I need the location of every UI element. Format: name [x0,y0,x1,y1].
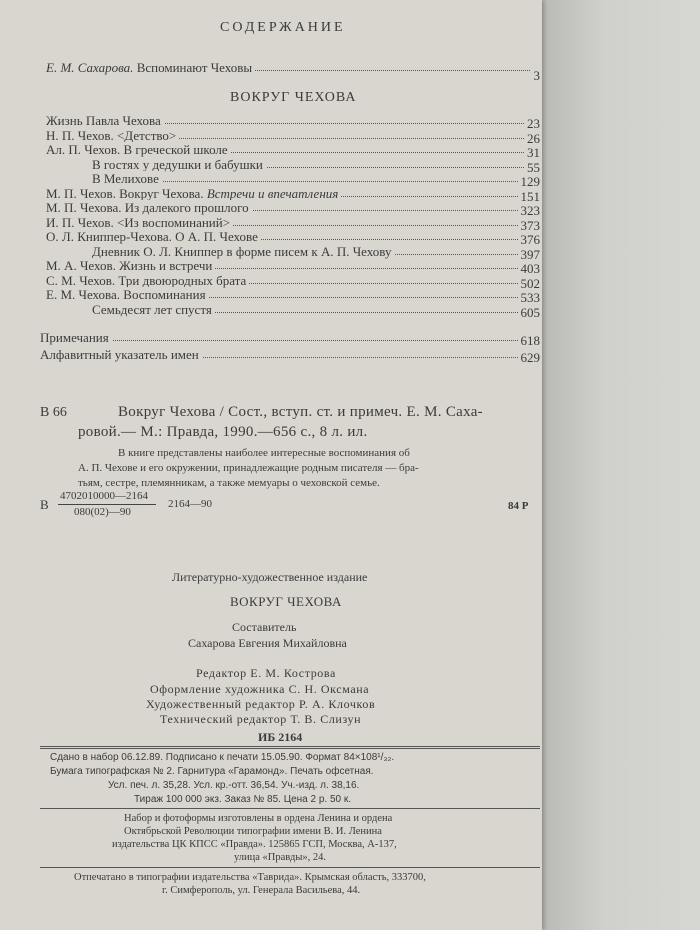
compiler-label: Составитель [232,620,297,634]
toc-back-entry [40,347,540,365]
annotation-line-3: тьям, сестре, племянникам, а также мемуары о чеховской семье. [78,477,380,489]
toc-entry [46,200,540,218]
divider-2 [40,808,540,809]
toc-entry-title: В Мелихове [92,171,162,187]
catalog-code: В 66 [40,405,67,420]
toc-entry-page: 397 [518,247,541,263]
print-line-4: Тираж 100 000 экз. Заказ № 85. Цена 2 р. 50 к. [134,794,352,805]
catalog-code-2: 2164—90 [168,498,212,510]
toc-entry-page: 605 [518,305,541,321]
catalog-price-code: 84 Р [508,500,529,512]
toc-intro [46,60,540,83]
toc-entry [46,243,540,262]
ib-number: ИБ 2164 [258,730,303,744]
toc-entry-page: 129 [518,174,541,190]
toc-back-title: Алфавитный указатель имен [40,347,202,363]
toc-entry-title: М. А. Чехов. Жизнь и встречи [46,258,215,274]
fraction-bar [58,504,156,505]
toc-entry [46,185,540,204]
intro-page: 3 [531,68,541,84]
section-title: ВОКРУГ ЧЕХОВА [230,90,357,105]
annotation-line-2: А. П. Чехове и его окружении, принадлежащие родным писателя — бра- [78,462,419,474]
toc-entry [46,214,540,233]
toc-entry-page: 151 [518,189,541,205]
toc-entry-title: Дневник О. Л. Книппер в форме писем к А. П. Чехову [92,244,394,260]
toc-back-entry [40,330,540,348]
credit-art-editor: Художественный редактор Р. А. Клочков [146,697,376,711]
catalog-numerator: 4702010000—2164 [60,490,148,502]
toc-entry-title: О. Л. Книппер-Чехова. О А. П. Чехове [46,229,261,245]
publisher-line-4: улица «Правды», 24. [234,852,327,863]
toc-entry-title: Н. П. Чехов. <Детство> [46,128,179,144]
catalog-b-letter: В [40,497,49,512]
compiler-name: Сахарова Евгения Михайловна [188,636,347,650]
print-line-3: Усл. печ. л. 35,28. Усл. кр.-отт. 36,54. Уч.-изд. л. 38,16. [108,780,360,791]
contents-heading: СОДЕРЖАНИЕ [220,20,346,35]
intro-author: Е. М. Сахарова. [46,60,134,75]
print-line-1: Сдано в набор 06.12.89. Подписано к печати 15.05.90. Формат 84×108¹/₃₂. [50,752,395,763]
credit-tech-editor: Технический редактор Т. В. Слизун [160,712,362,726]
toc-entry [46,287,540,305]
toc-entry [46,229,540,247]
toc-back-title: Примечания [40,330,112,346]
toc-entry-page: 502 [518,276,541,292]
toc-entry-title: И. П. Чехов. <Из воспоминаний> [46,215,233,231]
toc-entry-title: М. П. Чехов. Вокруг Чехова. [46,185,204,201]
toc-entry-page: 373 [518,218,541,234]
toc-entry-page: 323 [518,203,541,219]
toc-entry-page: 31 [524,145,540,161]
toc-entry [46,113,540,131]
divider-1b [40,748,540,749]
toc-entry-subtitle: Встречи и впечатления [206,185,339,201]
publisher-line-2: Октябрьской Революции типографии имени В. И. Ленина [124,826,382,837]
credit-editor: Редактор Е. М. Кострова [196,666,336,680]
catalog-denominator: 080(02)—90 [74,506,131,518]
catalog-line-2: ровой.— М.: Правда, 1990.—656 с., 8 л. ил. [78,424,368,440]
imprint-type: Литературно-художественное издание [172,570,368,584]
toc-entry-page: 55 [524,160,540,176]
imprint-title: ВОКРУГ ЧЕХОВА [230,594,342,609]
toc-entry [46,127,540,146]
annotation-line-1: В книге представлены наиболее интересные воспоминания об [118,447,410,459]
page-edge-background [542,0,700,930]
publisher-line-1: Набор и фотоформы изготовлены в ордена Ленина и ордена [124,813,393,824]
toc-entry-page: 26 [524,131,540,147]
toc-entry-page: 403 [518,261,541,277]
toc-entry-title: С. М. Чехов. Три двоюродных брата [46,273,249,289]
toc-entry [46,142,540,160]
divider-1 [40,746,540,747]
catalog-line-1: Вокруг Чехова / Сост., вступ. ст. и примеч. Е. М. Саха- [118,404,483,420]
toc-entry [46,272,540,291]
printer-line-2: г. Симферополь, ул. Генерала Васильева, 44. [162,885,361,896]
toc-entry-title: М. П. Чехова. Из далекого прошлого [46,200,252,216]
toc-entry-page: 376 [518,232,541,248]
toc-entry-title: Семьдесят лет спустя [92,302,215,318]
publisher-line-3: издательства ЦК КПСС «Правда». 125865 ГСП, Москва, А-137, [112,839,397,850]
credit-designer: Оформление художника С. Н. Оксмана [150,682,370,696]
toc-entry [46,156,540,175]
toc-entry [46,171,540,189]
toc-back-page: 629 [518,350,541,366]
toc-entry-title: Жизнь Павла Чехова [46,113,164,129]
toc-entry-title: Ал. П. Чехов. В греческой школе [46,142,231,158]
toc-entry [46,258,540,276]
leader-dots [40,340,540,341]
toc-entry-title: В гостях у дедушки и бабушки [92,157,266,173]
toc-entry-page: 23 [524,116,540,132]
print-line-2: Бумага типографская № 2. Гарнитура «Гарамонд». Печать офсетная. [50,766,374,777]
printer-line-1: Отпечатано в типографии издательства «Таврида». Крымская область, 333700, [74,872,426,883]
toc-back-page: 618 [518,333,541,349]
divider-3 [40,867,540,868]
intro-title: Вспоминают Чеховы [136,60,253,75]
toc-entry-title: Е. М. Чехова. Воспоминания [46,287,209,303]
toc-entry-page: 533 [518,290,541,306]
toc-entry [46,301,540,320]
